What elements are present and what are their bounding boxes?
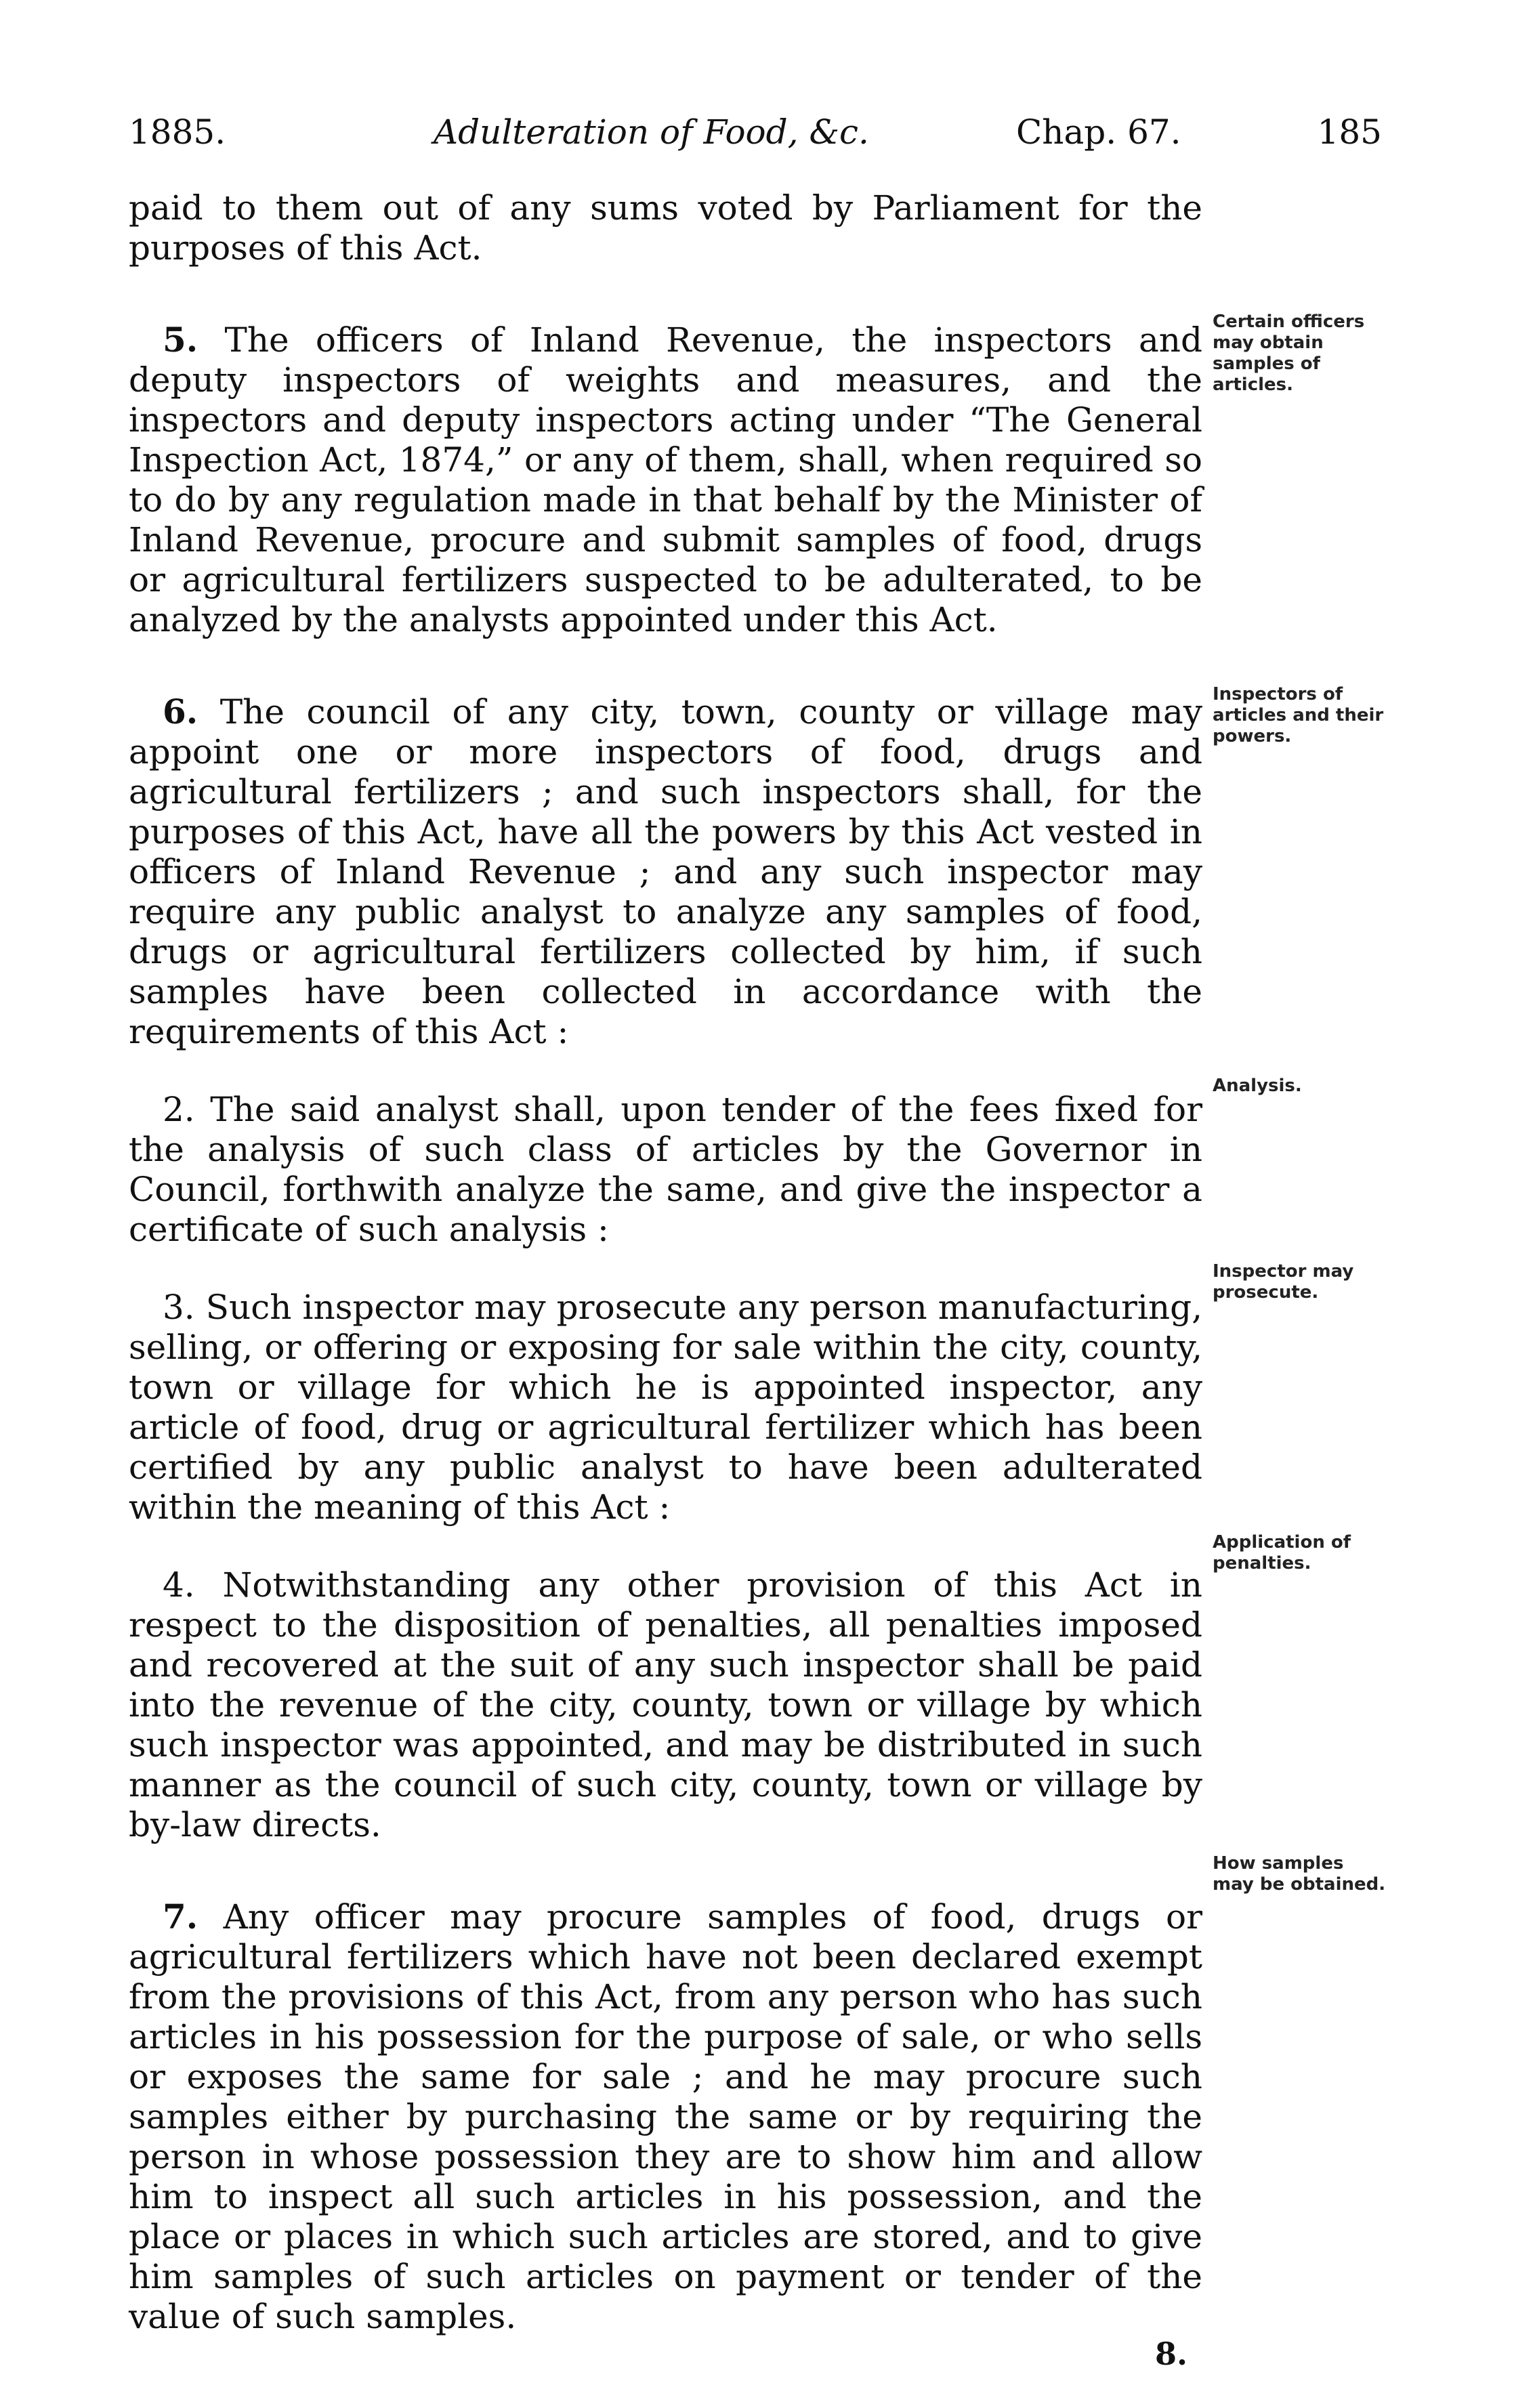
intro-paragraph: paid to them out of any sums voted by Parliament for the purposes of this Act. xyxy=(129,188,1202,268)
section-text: The council of any city, town, county or village may appoint one or more inspectors of food, drugs and agricultural fertilizers ; and such inspectors shall, for the purposes of this Act, have all the powers by this Act vested in officers of Inland Revenue ; and any such inspector may require any public analyst to analyze any samples of food, drugs or agricultural fertilizers collected by him, if such samples have been collected in accordance with the requirements of this Act : xyxy=(129,692,1202,1051)
margin-note-penalties: Application of penalties. xyxy=(1213,1532,1351,1573)
section-number: 7. xyxy=(163,1897,198,1937)
header-chapter: Chap. 67. xyxy=(1016,112,1181,152)
section-5-paragraph xyxy=(129,320,1202,640)
subsection-text: The said analyst shall, upon tender of the fees fixed for the analysis of such class of articles by the Governor in Council, forthwith analyze the same, and give the inspector a certificate of such analysis : xyxy=(129,1090,1202,1249)
subsection-number: 4. xyxy=(163,1565,195,1605)
subsection-2-paragraph xyxy=(129,1090,1202,1250)
header-title: Adulteration of Food, &c. xyxy=(434,112,869,152)
section-number: 5. xyxy=(163,320,198,360)
margin-note-prosecute: Inspector may prosecute. xyxy=(1213,1261,1354,1303)
margin-note-analysis: Analysis. xyxy=(1213,1076,1302,1096)
subsection-number: 2. xyxy=(163,1090,195,1129)
catchword: 8. xyxy=(1155,2336,1188,2372)
margin-note-certain-officers: Certain officers may obtain samples of articles. xyxy=(1213,312,1365,395)
subsection-text: Such inspector may prosecute any person manufacturing, selling, or offering or exposing for sale within the city, county, town or village for which he is appointed inspector, any article of food, drug or agricultural fertilizer which has been certified by any public analyst to have been adulterated within the meaning of this Act : xyxy=(129,1288,1202,1527)
page-number: 185 xyxy=(1317,112,1382,152)
margin-note-samples: How samples may be obtained. xyxy=(1213,1853,1386,1895)
running-header xyxy=(129,108,1382,156)
subsection-4-paragraph xyxy=(129,1565,1202,1845)
header-year: 1885. xyxy=(129,112,226,152)
body-text xyxy=(129,188,1202,2337)
section-text: The officers of Inland Revenue, the inspectors and deputy inspectors of weights and measures, and the inspectors and deputy inspectors acting under “The General Inspection Act, 1874,” or any of them, shall, when required so to do by any regulation made in that behalf by the Minister of Inland Revenue, procure and submit samples of food, drugs or agricultural fertilizers suspected to be adulterated, to be analyzed by the analysts appointed under this Act. xyxy=(129,320,1202,639)
subsection-number: 3. xyxy=(163,1288,195,1327)
section-number: 6. xyxy=(163,692,198,732)
section-6-paragraph xyxy=(129,692,1202,1052)
section-7-paragraph xyxy=(129,1897,1202,2337)
subsection-3-paragraph xyxy=(129,1288,1202,1527)
subsection-text: Notwithstanding any other provision of this Act in respect to the disposition of penalties, all penalties imposed and recovered at the suit of any such inspector shall be paid into the revenue of the city, county, town or village by which such inspector was appointed, and may be distributed in such manner as the council of such city, county, town or village by by-law directs. xyxy=(129,1565,1202,1844)
margin-note-inspectors: Inspectors of articles and their powers. xyxy=(1213,684,1384,746)
section-text: Any officer may procure samples of food, drugs or agricultural fertilizers which have not been declared exempt from the provisions of this Act, from any person who has such articles in his possession for the purpose of sale, or who sells or exposes the same for sale ; and he may procure such samples either by purchasing the same or by requiring the person in whose possession they are to show him and allow him to inspect all such articles in his possession, and the place or places in which such articles are stored, and to give him samples of such articles on payment or tender of the value of such samples. xyxy=(129,1897,1202,2336)
